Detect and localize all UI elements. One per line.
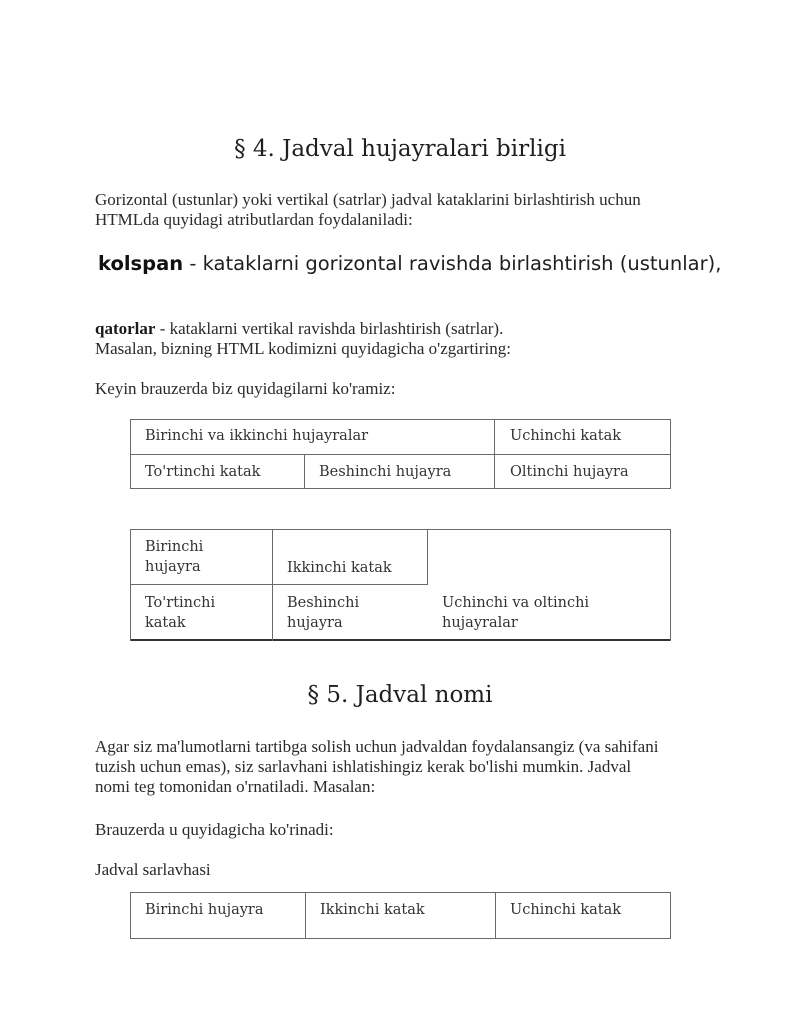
- browser-line-2-text: Brauzerda u quyidagicha ko'rinadi:: [95, 820, 334, 839]
- colspan-description: - kataklarni gorizontal ravishda birlashtirish (ustunlar),: [183, 252, 722, 275]
- rowspan-table: [130, 529, 671, 641]
- table-cell-line: Uchinchi va oltinchi: [442, 595, 590, 611]
- table-cell: Uchinchi katak: [510, 428, 622, 444]
- section-5-heading: § 5. Jadval nomi: [307, 682, 493, 708]
- table-caption-text: Jadval sarlavhasi: [95, 860, 211, 879]
- example-line: Masalan, bizning HTML kodimizni quyidagicha o'zgartiring:: [95, 339, 512, 358]
- table-cell-line: Beshinchi: [287, 595, 360, 611]
- intro-line-1: Gorizontal (ustunlar) yoki vertikal (satrlar) jadval kataklarini birlashtirish uchun: [95, 190, 641, 209]
- table-cell: [130, 593, 272, 633]
- rowspan-term: qatorlar: [95, 319, 156, 338]
- table-cell: [427, 593, 670, 633]
- browser-line-1: [95, 379, 725, 399]
- table-cell: Ikkinchi katak: [320, 902, 425, 918]
- table-cell: Ikkinchi katak: [287, 560, 392, 576]
- browser-line-2: [95, 820, 725, 840]
- section-4-heading: § 4. Jadval hujayralari birligi: [234, 136, 566, 162]
- table-cell: Birinchi va ikkinchi hujayralar: [145, 428, 369, 444]
- rowspan-description: - kataklarni vertikal ravishda birlashtirish (satrlar).: [155, 319, 504, 338]
- table-cell-line: Birinchi: [145, 539, 204, 555]
- caption-para-line-3: nomi teg tomonidan o'rnatiladi. Masalan:: [95, 777, 376, 796]
- browser-line-1-text: Keyin brauzerda biz quyidagilarni ko'ramiz:: [95, 379, 396, 398]
- table-cell: To'rtinchi katak: [145, 464, 261, 480]
- table-cell: Oltinchi hujayra: [510, 464, 629, 480]
- table-cell-line: hujayra: [287, 615, 343, 631]
- table-cell-line: hujayra: [145, 559, 201, 575]
- caption-table: [130, 892, 671, 940]
- table-cell: Uchinchi katak: [510, 902, 622, 918]
- intro-line-2: HTMLda quyidagi atributlardan foydalaniladi:: [95, 210, 413, 229]
- caption-paragraph: [95, 737, 725, 797]
- table-cell-line: To'rtinchi: [145, 595, 216, 611]
- intro-paragraph: [95, 190, 725, 230]
- table-cell: Beshinchi hujayra: [319, 464, 452, 480]
- table-cell-line: hujayralar: [442, 615, 518, 631]
- table-cell-line: katak: [145, 615, 186, 631]
- caption-para-line-1: Agar siz ma'lumotlarni tartibga solish uchun jadvaldan foydalansangiz (va sahifani: [95, 737, 659, 756]
- table-cell: [130, 537, 272, 577]
- caption-para-line-2: tuzish uchun emas), siz sarlavhani ishlatishingiz kerak bo'lishi mumkin. Jadval: [95, 757, 632, 776]
- colspan-term: kolspan: [98, 252, 184, 275]
- rowspan-paragraph: [95, 319, 725, 359]
- table-cell: Birinchi hujayra: [145, 902, 264, 918]
- table-caption: [95, 860, 725, 880]
- table-cell: [272, 593, 427, 633]
- colspan-table: [130, 419, 671, 490]
- colspan-definition: [98, 252, 721, 275]
